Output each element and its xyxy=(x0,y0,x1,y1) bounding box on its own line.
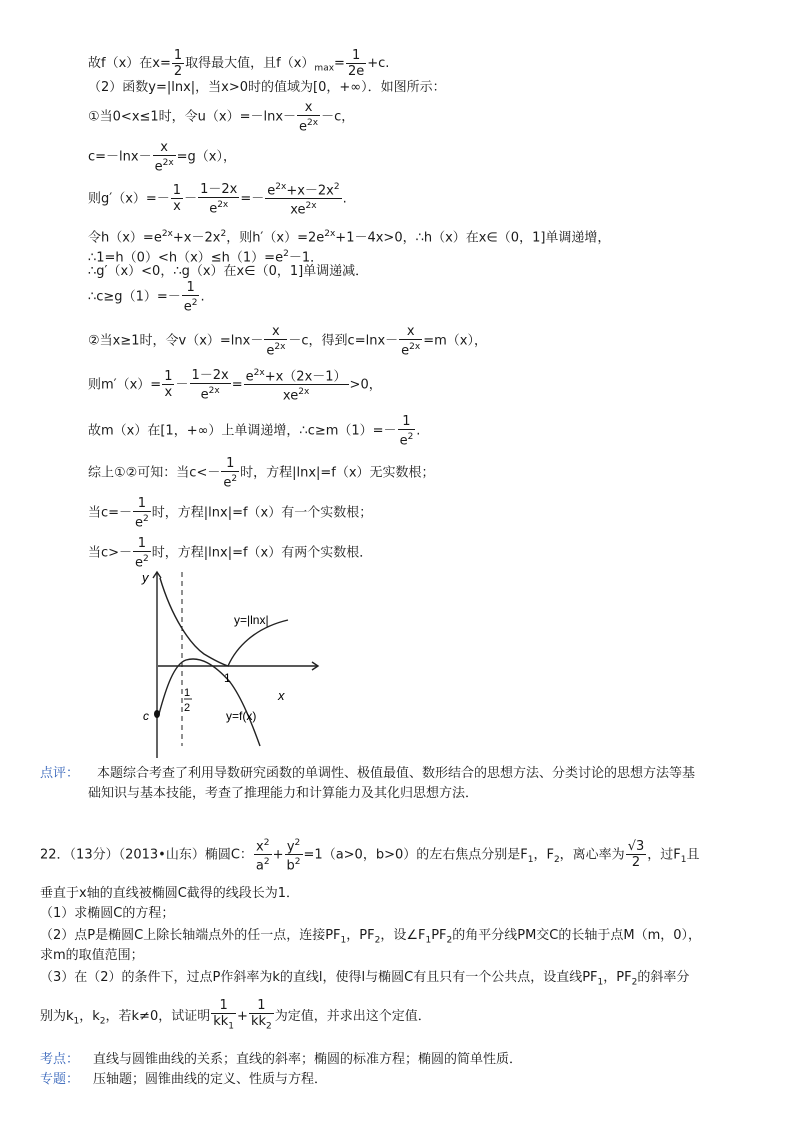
point-c-label: c xyxy=(143,709,149,723)
text: =－ xyxy=(240,191,265,207)
solution-line-4 xyxy=(88,140,236,174)
text: ，则h′（x）=2e xyxy=(226,230,325,246)
exponent: 2 xyxy=(333,182,340,192)
numerator xyxy=(265,180,341,199)
denominator xyxy=(244,385,349,403)
denominator xyxy=(297,116,320,134)
text: 当c>－ xyxy=(88,545,133,561)
kaodian-label: 考点： xyxy=(40,1052,80,1067)
fraction-max xyxy=(346,48,366,79)
text: +c. xyxy=(367,56,390,71)
text: = xyxy=(334,56,345,71)
text: PF xyxy=(431,928,447,943)
exponent: 2 xyxy=(220,229,227,239)
denominator xyxy=(221,472,239,490)
fraction-1 xyxy=(171,183,183,214)
question-22-part-1: （1）求椭圆C的方程； xyxy=(40,906,175,921)
denominator: 2 xyxy=(173,64,183,79)
text: + xyxy=(272,847,284,863)
base: e xyxy=(299,119,308,135)
solution-line-12 xyxy=(88,414,420,448)
base: e xyxy=(154,159,163,175)
fraction xyxy=(221,456,239,490)
solution-line-5 xyxy=(88,180,347,218)
text: 故m（x）在[1，+∞）上单调递增，∴c≥m（1）=－ xyxy=(88,423,397,439)
text: 取得最大值，且f（x） xyxy=(185,56,315,71)
text: 时，方程|lnx|=f（x）有两个实数根． xyxy=(151,545,373,561)
solution-line-10 xyxy=(88,324,487,358)
base: e xyxy=(399,433,408,449)
solution-line-11 xyxy=(88,366,382,404)
base: kk xyxy=(250,1014,266,1029)
subscript: 2 xyxy=(99,1016,106,1027)
text: c=－lnx－ xyxy=(88,149,152,165)
base: e xyxy=(135,515,144,531)
exponent: 2 xyxy=(294,838,301,848)
numerator: 1 xyxy=(172,183,182,199)
fraction-1-kk1 xyxy=(211,998,236,1035)
subscript: 1 xyxy=(228,1021,235,1032)
denominator xyxy=(398,430,416,448)
tick-label-half-num: 1 xyxy=(184,687,191,699)
exponent: 2 xyxy=(231,474,238,484)
base: xe xyxy=(282,388,299,404)
text: （2）点P是椭圆C上除长轴端点外的任一点，连接PF xyxy=(40,928,341,943)
base: b xyxy=(286,858,295,874)
text: 时，方程|lnx|=f（x）有一个实数根； xyxy=(151,505,373,521)
numerator: 1 xyxy=(133,536,151,552)
kaodian-line xyxy=(40,1052,522,1068)
text: －1． xyxy=(288,250,324,266)
text: ，若k≠0，试证明 xyxy=(105,1008,211,1024)
denominator xyxy=(198,198,239,216)
exponent: 2x xyxy=(298,387,310,398)
base: a xyxy=(255,858,264,874)
question-22-line-1 xyxy=(40,836,699,874)
tick-label-half-den: 2 xyxy=(184,702,191,714)
text: . xyxy=(342,191,347,207)
text: +1－4x>0，∴h（x）在x∈（0，1]单调递增， xyxy=(335,230,611,246)
fraction-3 xyxy=(244,366,349,404)
subscript: 2 xyxy=(446,935,453,946)
exponent: 2 xyxy=(143,554,149,564)
fraction xyxy=(133,536,151,570)
numerator: 1 xyxy=(173,48,183,63)
denominator xyxy=(249,1014,274,1035)
y-axis-label: y xyxy=(142,570,149,585)
numerator: 1 xyxy=(211,998,236,1014)
question-22-part-3-line-2 xyxy=(40,998,431,1035)
text: >0， xyxy=(349,377,382,393)
base: e xyxy=(401,343,410,359)
solution-line-8: ∴g′（x）<0，∴g（x）在x∈（0，1]单调递减． xyxy=(88,264,369,279)
exponent: 2x xyxy=(161,229,173,239)
solution-line-9 xyxy=(88,280,205,314)
text: +x（2x－1） xyxy=(264,369,347,385)
text: 的斜率分 xyxy=(637,970,690,985)
base: e xyxy=(200,386,209,402)
kaodian-text: 直线与圆锥曲线的关系；直线的斜率；椭圆的标准方程；椭圆的简单性质． xyxy=(93,1052,523,1067)
subscript: 1 xyxy=(597,977,604,988)
curve-abs-ln xyxy=(160,578,288,666)
curve-f xyxy=(159,659,260,746)
exponent: 2x xyxy=(409,342,421,352)
solution-line-2: （2）函数y=|lnx|，当x>0时的值域为[0，+∞）．如图所示： xyxy=(88,80,446,95)
text: 22．（13分）（2013•山东）椭圆C： xyxy=(40,847,253,863)
text: 时，方程|lnx|=f（x）无实数根； xyxy=(240,465,435,481)
text: 则m′（x）= xyxy=(88,377,162,393)
numerator: 1 xyxy=(249,998,274,1014)
denominator: 2e xyxy=(347,64,365,79)
text: 且 xyxy=(686,847,700,863)
text: . xyxy=(200,289,205,305)
text: －c，得到c=lnx－ xyxy=(288,333,399,349)
numerator: 1 xyxy=(346,48,366,64)
text: +x－2x xyxy=(286,183,334,199)
solution-line-14 xyxy=(88,496,372,530)
text: =m（x）， xyxy=(423,333,487,349)
text: =1（a>0，b>0）的左右焦点分别是F xyxy=(303,847,528,863)
fraction xyxy=(182,280,200,314)
fraction-2 xyxy=(198,182,239,216)
fraction xyxy=(133,496,151,530)
base: y xyxy=(286,839,295,855)
comment-label: 点评： xyxy=(40,766,80,781)
numerator: √3 xyxy=(627,839,645,855)
question-22-part-3 xyxy=(40,970,689,991)
denominator: 2 xyxy=(631,855,641,871)
fraction-3 xyxy=(265,180,341,218)
question-22-part-2 xyxy=(40,928,701,949)
denominator xyxy=(190,384,231,402)
text: ∴c≥g（1）=－ xyxy=(88,289,181,305)
x-axis-label: x xyxy=(278,688,285,703)
text: ，过F xyxy=(647,847,681,863)
point-c xyxy=(154,710,160,718)
text: ，k xyxy=(79,1008,100,1024)
fraction xyxy=(153,140,176,174)
numerator xyxy=(254,836,272,855)
numerator: 1－2x xyxy=(200,181,238,197)
text: － xyxy=(184,191,198,207)
comment-line-2: 础知识与基本技能，考查了推理能力和计算能力及其化归思想方法． xyxy=(88,786,479,801)
denominator xyxy=(399,340,422,358)
text: 为定值，并求出这个定值． xyxy=(274,1008,431,1024)
fraction-1 xyxy=(264,324,287,358)
subscript: 2 xyxy=(553,854,560,865)
numerator: 1－2x xyxy=(191,367,229,383)
subscript-max: max xyxy=(314,63,335,74)
numerator xyxy=(285,836,303,855)
numerator: 1 xyxy=(164,369,173,385)
numerator: 1 xyxy=(221,456,239,472)
subscript: 2 xyxy=(631,977,638,988)
fraction-2 xyxy=(399,324,422,358)
denominator xyxy=(133,512,151,530)
fraction-y2-b2 xyxy=(285,836,303,874)
base: x xyxy=(256,839,264,855)
text: ，设∠F xyxy=(380,928,426,943)
base: e xyxy=(266,343,275,359)
function-graph xyxy=(138,568,298,768)
base: e xyxy=(245,369,254,385)
text: =g（x）， xyxy=(176,149,236,165)
subscript: 1 xyxy=(680,854,687,865)
fraction xyxy=(297,100,320,134)
zhuanti-line xyxy=(40,1072,327,1088)
numerator: x xyxy=(297,100,320,116)
text: 的角平分线PM交C的长轴于点M（m，0）， xyxy=(452,928,702,943)
numerator: 1 xyxy=(182,280,200,296)
exponent: 2x xyxy=(274,342,286,352)
zhuanti-text: 压轴题；圆锥曲线的定义、性质与方程． xyxy=(93,1072,328,1087)
exponent: 2 xyxy=(263,838,270,848)
question-22-part-2-line-2: 求m的取值范围； xyxy=(40,948,144,963)
text: － xyxy=(175,377,189,393)
text: +x－2x xyxy=(172,230,221,246)
tick-label-one: 1 xyxy=(224,671,231,685)
numerator: x xyxy=(264,324,287,340)
comment-line-1 xyxy=(40,766,695,782)
numerator: 1 xyxy=(133,496,151,512)
base: xe xyxy=(290,202,306,218)
numerator: 1 xyxy=(398,414,416,430)
denominator xyxy=(285,855,303,873)
text: ，PF xyxy=(603,970,632,985)
text: 当c=－ xyxy=(88,505,133,521)
denominator xyxy=(265,199,341,217)
text: ①当0<x≤1时，令u（x）=－lnx－ xyxy=(88,109,297,125)
base: e xyxy=(209,200,218,216)
text: ②当x≥1时，令v（x）=lnx－ xyxy=(88,333,264,349)
exponent: 2 xyxy=(283,249,289,259)
text: ，F xyxy=(533,847,554,863)
numerator xyxy=(244,366,349,385)
denominator xyxy=(254,855,272,873)
comment-text: 本题综合考查了利用导数研究函数的单调性、极值最值、数形结合的思想方法、分类讨论的思想方法等基 xyxy=(97,766,696,781)
exponent: 2x xyxy=(305,201,317,212)
exponent: 2x xyxy=(162,158,174,168)
exponent: 2 xyxy=(407,432,414,442)
text: 别为k xyxy=(40,1008,74,1024)
text: ∴1=h（0）<h（x）≤h（1）=e xyxy=(88,250,284,266)
denominator xyxy=(182,296,200,314)
question-22-line-2: 垂直于x轴的直线被椭圆C截得的线段长为1． xyxy=(40,886,300,901)
solution-line-6 xyxy=(88,226,610,246)
text: 综上①②可知：当c<－ xyxy=(88,465,221,481)
solution-line-13 xyxy=(88,456,435,490)
exponent: 2x xyxy=(275,182,287,192)
subscript: 2 xyxy=(374,935,381,946)
subscript: 1 xyxy=(527,854,534,865)
text: 故f（x）在x= xyxy=(88,56,171,71)
subscript: 1 xyxy=(73,1016,80,1027)
exponent: 2 xyxy=(294,857,301,868)
exponent: 2 xyxy=(191,298,198,308)
solution-line-1 xyxy=(88,48,389,79)
solution-line-15 xyxy=(88,536,372,570)
curve-abs-ln-label: y=|lnx| xyxy=(234,613,269,627)
text: （3）在（2）的条件下，过点P作斜率为k的直线l，使得l与椭圆C有且只有一个公共点，设直线PF xyxy=(40,970,598,985)
fraction xyxy=(398,414,416,448)
base: e xyxy=(135,555,144,571)
base: e xyxy=(223,475,232,491)
text: . xyxy=(416,423,421,439)
curve-f-label: y=f(x) xyxy=(226,709,257,723)
subscript: 2 xyxy=(266,1021,272,1032)
fraction-2 xyxy=(190,368,231,402)
zhuanti-label: 专题： xyxy=(40,1072,80,1087)
text: ，PF xyxy=(346,928,375,943)
fraction-sqrt3-2 xyxy=(626,839,647,870)
base: e xyxy=(267,183,276,199)
fraction-1 xyxy=(162,369,174,400)
exponent: 2x xyxy=(217,199,229,210)
text: －c， xyxy=(321,109,355,125)
numerator: x xyxy=(399,324,422,340)
fraction-x2-a2 xyxy=(254,836,272,874)
text: 则g′（x）=－ xyxy=(88,191,170,207)
text: = xyxy=(231,377,243,393)
denominator xyxy=(264,340,287,358)
text: ，离心率为 xyxy=(559,847,625,863)
exponent: 2x xyxy=(253,368,265,378)
fraction-half xyxy=(172,48,184,79)
denominator: x xyxy=(173,199,181,215)
solution-line-3 xyxy=(88,100,354,134)
subscript: 1 xyxy=(425,935,432,946)
exponent: 2x xyxy=(307,118,319,128)
exponent: 2x xyxy=(324,229,336,239)
denominator: x xyxy=(164,385,173,401)
exponent: 2x xyxy=(208,385,220,396)
denominator xyxy=(211,1014,236,1035)
exponent: 2 xyxy=(263,857,270,868)
denominator xyxy=(153,156,176,174)
subscript: 1 xyxy=(340,935,347,946)
fraction-1-kk2 xyxy=(249,998,274,1035)
text: 令h（x）=e xyxy=(88,230,162,246)
base: kk xyxy=(213,1014,229,1029)
text: + xyxy=(237,1008,248,1024)
exponent: 2 xyxy=(143,514,149,524)
numerator: x xyxy=(153,140,176,156)
base: e xyxy=(183,299,192,315)
